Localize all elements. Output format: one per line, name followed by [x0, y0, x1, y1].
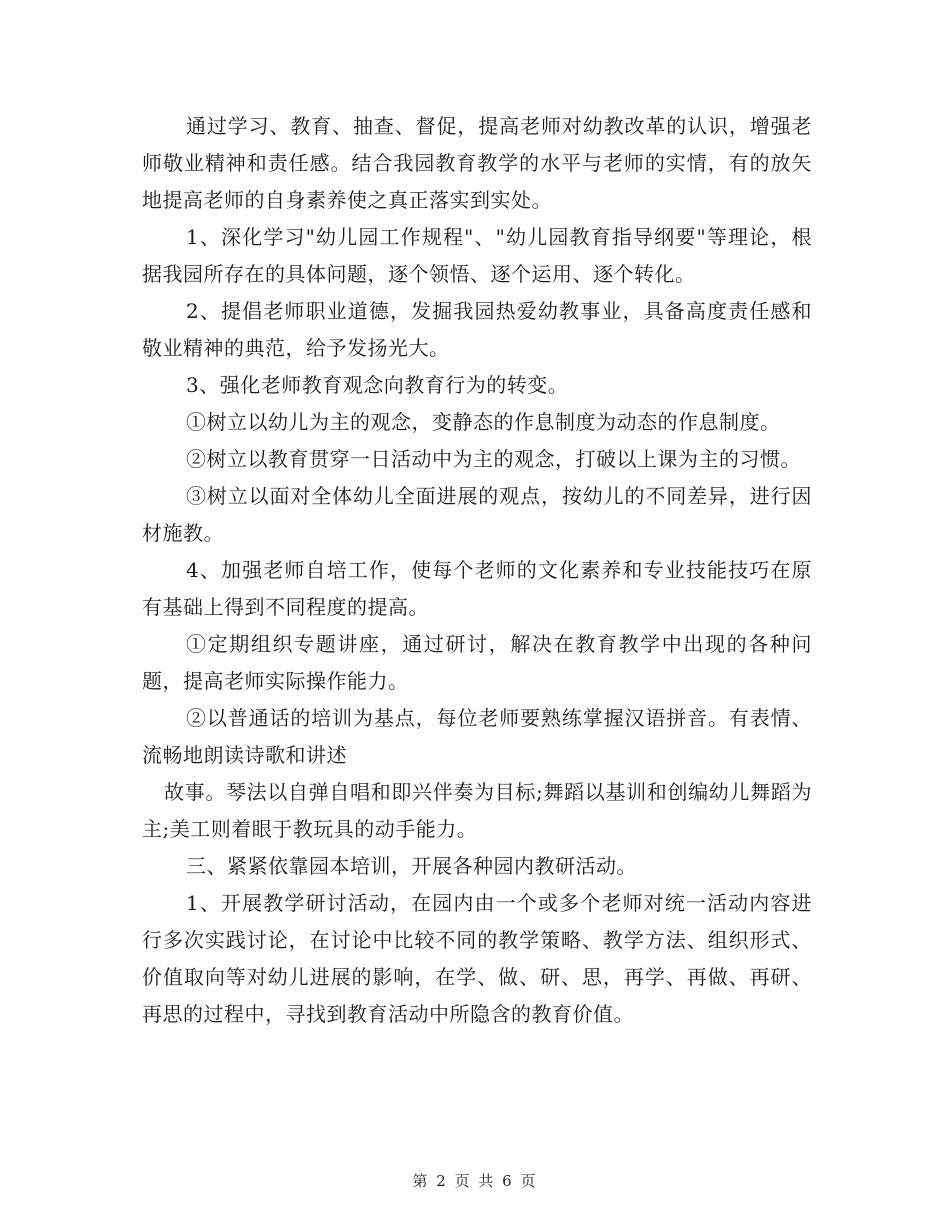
paragraph-item-4-sub-1: ①定期组织专题讲座，通过研讨，解决在教育教学中出现的各种问题，提高老师实际操作能力。 — [142, 632, 812, 693]
paragraph-item-4: 4、加强老师自培工作，使每个老师的文化素养和专业技能技巧在原有基础上得到不同程度的提高。 — [142, 558, 812, 619]
paragraph-intro: 通过学习、教育、抽查、督促，提高老师对幼教改革的认识，增强老师敬业精神和责任感。结合我园教育教学的水平与老师的实情，有的放矢地提高老师的自身素养使之真正落实到实处。 — [142, 114, 812, 212]
paragraph-item-2: 2、提倡老师职业道德，发掘我园热爱幼教事业，具备高度责任感和敬业精神的典范，给予发扬光大。 — [142, 299, 812, 360]
paragraph-item-1: 1、深化学习"幼儿园工作规程"、"幼儿园教育指导纲要"等理论，根据我园所存在的具体问题，逐个领悟、逐个运用、逐个转化。 — [142, 225, 812, 286]
section-heading-3: 三、紧紧依靠园本培训，开展各种园内教研活动。 — [186, 854, 637, 878]
paragraph-item-4-sub-2: ②以普通话的培训为基点，每位老师要熟练掌握汉语拼音。有表情、流畅地朗读诗歌和讲述 — [142, 706, 812, 767]
paragraph-item-3-sub-3: ③树立以面对全体幼儿全面进展的观点，按幼儿的不同差异，进行因材施教。 — [142, 484, 812, 545]
document-body — [142, 108, 812, 1033]
paragraph-item-3-sub-1: ①树立以幼儿为主的观念，变静态的作息制度为动态的作息制度。 — [186, 410, 781, 434]
paragraph-item-4-sub-2-continued: 故事。琴法以自弹自唱和即兴伴奏为目标;舞蹈以基训和创编幼儿舞蹈为主;美工则着眼于教玩具的动手能力。 — [142, 780, 812, 841]
paragraph-item-3: 3、强化老师教育观念向教育行为的转变。 — [186, 373, 569, 397]
paragraph-item-3-sub-2: ②树立以教育贯穿一日活动中为主的观念，打破以上课为主的习惯。 — [186, 447, 801, 471]
paragraph-section-3-item-1: 1、开展教学研讨活动，在园内由一个或多个老师对统一活动内容进行多次实践讨论，在讨论中比较不同的教学策略、教学方法、组织形式、价值取向等对幼儿进展的影响，在学、做、研、思，再学、再做、再研、再思的过程中，寻找到教育活动中所隐含的教育价值。 — [142, 891, 812, 1026]
page-number-footer: 第 2 页 共 6 页 — [412, 1172, 538, 1190]
